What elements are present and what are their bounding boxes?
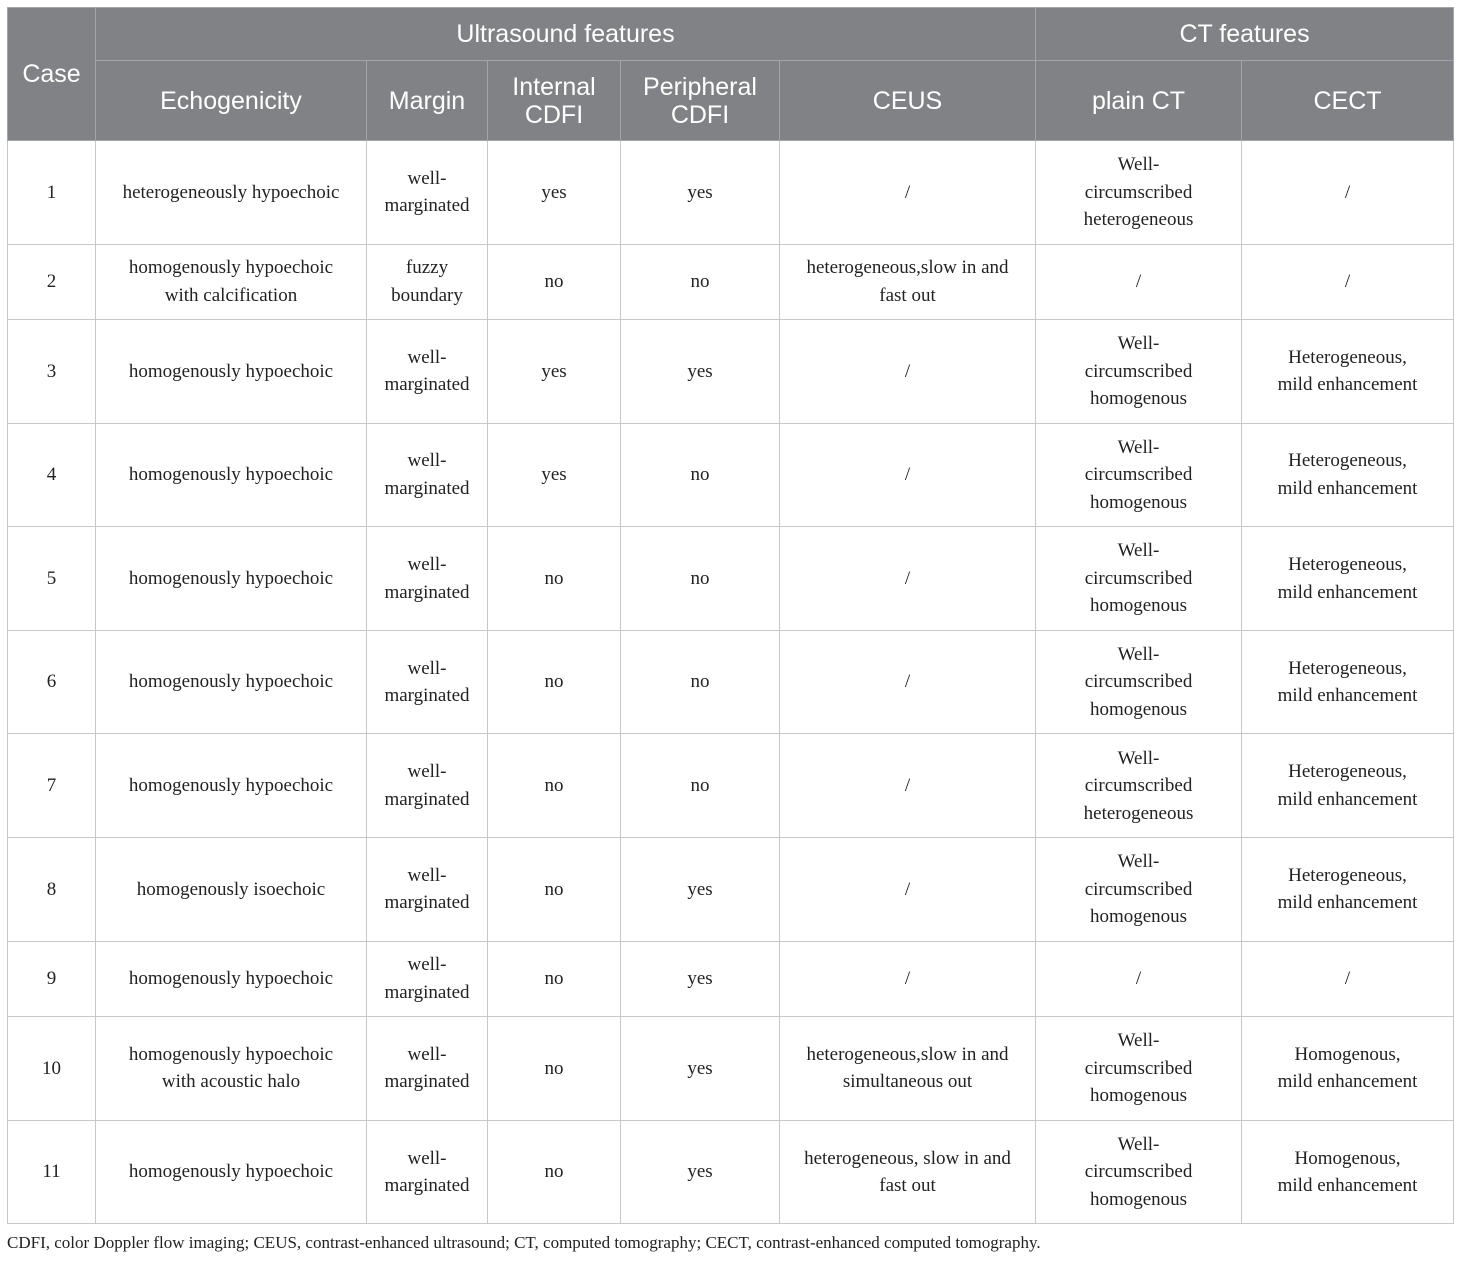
- cell-echogenicity: homogenously hypoechoic with acoustic halo: [96, 1017, 367, 1121]
- cell-ceus: /: [780, 838, 1036, 942]
- cell-cect: /: [1242, 941, 1454, 1017]
- cell-margin: well- marginated: [367, 734, 488, 838]
- cell-peripheral-cdfi: yes: [621, 141, 780, 245]
- cell-case: 2: [8, 244, 96, 320]
- table-body: [8, 141, 1454, 1224]
- cell-internal-cdfi: no: [488, 941, 621, 1017]
- table-row: [8, 1120, 1454, 1224]
- cell-ceus: /: [780, 320, 1036, 424]
- table-header: [8, 8, 1454, 141]
- header-ceus: CEUS: [780, 61, 1036, 141]
- cell-peripheral-cdfi: no: [621, 423, 780, 527]
- cell-plain-ct: Well- circumscribed heterogeneous: [1036, 734, 1242, 838]
- cell-margin: well- marginated: [367, 630, 488, 734]
- cell-plain-ct: Well- circumscribed homogenous: [1036, 1017, 1242, 1121]
- features-table: [7, 7, 1454, 1224]
- header-peripheral-cdfi: Peripheral CDFI: [621, 61, 780, 141]
- cell-peripheral-cdfi: no: [621, 527, 780, 631]
- table-row: [8, 838, 1454, 942]
- cell-ceus: /: [780, 527, 1036, 631]
- header-margin: Margin: [367, 61, 488, 141]
- cell-plain-ct: Well- circumscribed homogenous: [1036, 630, 1242, 734]
- cell-margin: well- marginated: [367, 1017, 488, 1121]
- cell-peripheral-cdfi: no: [621, 734, 780, 838]
- cell-margin: well- marginated: [367, 1120, 488, 1224]
- cell-ceus: /: [780, 941, 1036, 1017]
- cell-internal-cdfi: no: [488, 734, 621, 838]
- cell-margin: well- marginated: [367, 141, 488, 245]
- cell-cect: Heterogeneous, mild enhancement: [1242, 527, 1454, 631]
- cell-peripheral-cdfi: yes: [621, 320, 780, 424]
- cell-peripheral-cdfi: yes: [621, 1120, 780, 1224]
- header-ultrasound-features: Ultrasound features: [96, 8, 1036, 61]
- cell-internal-cdfi: yes: [488, 320, 621, 424]
- header-row-group: [8, 8, 1454, 61]
- cell-echogenicity: homogenously hypoechoic: [96, 320, 367, 424]
- cell-ceus: heterogeneous, slow in and fast out: [780, 1120, 1036, 1224]
- cell-ceus: /: [780, 734, 1036, 838]
- cell-internal-cdfi: no: [488, 244, 621, 320]
- cell-ceus: /: [780, 423, 1036, 527]
- cell-margin: well- marginated: [367, 527, 488, 631]
- cell-peripheral-cdfi: no: [621, 630, 780, 734]
- cell-case: 6: [8, 630, 96, 734]
- table-row: [8, 320, 1454, 424]
- cell-internal-cdfi: yes: [488, 423, 621, 527]
- cell-case: 4: [8, 423, 96, 527]
- cell-cect: /: [1242, 244, 1454, 320]
- cell-plain-ct: Well- circumscribed heterogeneous: [1036, 141, 1242, 245]
- cell-cect: Homogenous, mild enhancement: [1242, 1120, 1454, 1224]
- cell-case: 5: [8, 527, 96, 631]
- cell-peripheral-cdfi: yes: [621, 941, 780, 1017]
- cell-cect: /: [1242, 141, 1454, 245]
- cell-plain-ct: Well- circumscribed homogenous: [1036, 527, 1242, 631]
- header-ct-features: CT features: [1036, 8, 1454, 61]
- cell-echogenicity: heterogeneously hypoechoic: [96, 141, 367, 245]
- table-container: [7, 7, 1453, 1224]
- table-row: [8, 141, 1454, 245]
- header-row-columns: [8, 61, 1454, 141]
- cell-cect: Heterogeneous, mild enhancement: [1242, 320, 1454, 424]
- cell-plain-ct: /: [1036, 244, 1242, 320]
- cell-plain-ct: Well- circumscribed homogenous: [1036, 320, 1242, 424]
- cell-echogenicity: homogenously hypoechoic with calcification: [96, 244, 367, 320]
- cell-cect: Heterogeneous, mild enhancement: [1242, 734, 1454, 838]
- cell-peripheral-cdfi: no: [621, 244, 780, 320]
- cell-internal-cdfi: no: [488, 1017, 621, 1121]
- table-row: [8, 423, 1454, 527]
- header-cect: CECT: [1242, 61, 1454, 141]
- cell-echogenicity: homogenously hypoechoic: [96, 1120, 367, 1224]
- table-row: [8, 244, 1454, 320]
- cell-plain-ct: /: [1036, 941, 1242, 1017]
- cell-plain-ct: Well- circumscribed homogenous: [1036, 1120, 1242, 1224]
- cell-case: 10: [8, 1017, 96, 1121]
- cell-case: 8: [8, 838, 96, 942]
- cell-cect: Homogenous, mild enhancement: [1242, 1017, 1454, 1121]
- cell-echogenicity: homogenously isoechoic: [96, 838, 367, 942]
- table-row: [8, 630, 1454, 734]
- cell-plain-ct: Well- circumscribed homogenous: [1036, 423, 1242, 527]
- cell-echogenicity: homogenously hypoechoic: [96, 423, 367, 527]
- cell-case: 9: [8, 941, 96, 1017]
- cell-cect: Heterogeneous, mild enhancement: [1242, 423, 1454, 527]
- table-row: [8, 941, 1454, 1017]
- cell-internal-cdfi: no: [488, 1120, 621, 1224]
- cell-margin: well- marginated: [367, 838, 488, 942]
- cell-echogenicity: homogenously hypoechoic: [96, 527, 367, 631]
- cell-internal-cdfi: yes: [488, 141, 621, 245]
- cell-plain-ct: Well- circumscribed homogenous: [1036, 838, 1242, 942]
- header-echogenicity: Echogenicity: [96, 61, 367, 141]
- cell-echogenicity: homogenously hypoechoic: [96, 734, 367, 838]
- header-case: Case: [8, 8, 96, 141]
- cell-internal-cdfi: no: [488, 527, 621, 631]
- cell-margin: well- marginated: [367, 941, 488, 1017]
- cell-margin: well- marginated: [367, 423, 488, 527]
- cell-ceus: /: [780, 630, 1036, 734]
- cell-case: 3: [8, 320, 96, 424]
- cell-cect: Heterogeneous, mild enhancement: [1242, 630, 1454, 734]
- table-row: [8, 734, 1454, 838]
- cell-case: 11: [8, 1120, 96, 1224]
- table-footnote: CDFI, color Doppler flow imaging; CEUS, contrast-enhanced ultrasound; CT, computed tomography; CECT, contrast-enhanced computed tomography.: [7, 1233, 1041, 1252]
- cell-ceus: heterogeneous,slow in and fast out: [780, 244, 1036, 320]
- cell-peripheral-cdfi: yes: [621, 1017, 780, 1121]
- cell-margin: well- marginated: [367, 320, 488, 424]
- header-internal-cdfi: Internal CDFI: [488, 61, 621, 141]
- cell-ceus: /: [780, 141, 1036, 245]
- header-plain-ct: plain CT: [1036, 61, 1242, 141]
- cell-internal-cdfi: no: [488, 838, 621, 942]
- table-row: [8, 1017, 1454, 1121]
- cell-peripheral-cdfi: yes: [621, 838, 780, 942]
- cell-margin: fuzzy boundary: [367, 244, 488, 320]
- cell-echogenicity: homogenously hypoechoic: [96, 630, 367, 734]
- cell-cect: Heterogeneous, mild enhancement: [1242, 838, 1454, 942]
- cell-case: 1: [8, 141, 96, 245]
- cell-internal-cdfi: no: [488, 630, 621, 734]
- cell-ceus: heterogeneous,slow in and simultaneous out: [780, 1017, 1036, 1121]
- table-row: [8, 527, 1454, 631]
- cell-echogenicity: homogenously hypoechoic: [96, 941, 367, 1017]
- cell-case: 7: [8, 734, 96, 838]
